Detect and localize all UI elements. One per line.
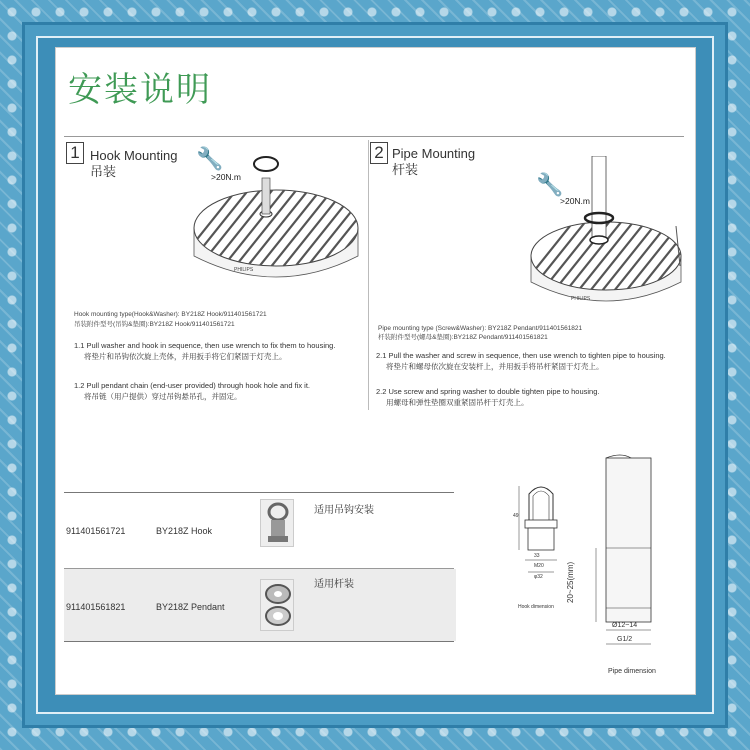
pipe-dim-length: 20~25(mm) — [566, 561, 575, 603]
pipe-dimension-label: Pipe dimension — [608, 668, 656, 675]
part-usage: 适用杆装 — [314, 579, 354, 590]
wrench-icon: 🔧 — [536, 172, 564, 197]
pipe-dim-thread: G1/2 — [617, 636, 633, 643]
hook-dim-width: 33 — [534, 553, 540, 559]
section-2-type-en: Pipe mounting type (Screw&Washer): BY218Z Pendant/911401561821 — [378, 325, 583, 332]
section-1-brand: PHILIPS — [234, 267, 254, 273]
section-1-step-2 — [74, 380, 310, 402]
section-2-number: 2 — [370, 142, 388, 164]
hook-dim-diameter: φ32 — [534, 574, 543, 580]
section-1-title-en: Hook Mounting — [90, 148, 178, 163]
section-2-title-en: Pipe Mounting — [392, 146, 476, 161]
part-code: 911401561721 — [66, 526, 126, 536]
section-2-torque: >20N.m — [560, 196, 590, 206]
hook-part-thumbnail — [260, 499, 294, 547]
section-1-number: 1 — [66, 142, 84, 164]
part-name: BY218Z Hook — [156, 526, 213, 536]
step-1-2-zh: 将吊链（用户提供）穿过吊钩悬吊孔，并固定。 — [84, 392, 242, 401]
section-1-torque: >20N.m — [211, 172, 241, 182]
page-title: 安装说明 — [68, 70, 212, 110]
step-2-1-en: 2.1 Pull the washer and screw in sequence, then use wrench to tighten pipe to housing. — [376, 351, 666, 360]
section-2-step-1 — [376, 350, 666, 372]
step-1-2-en: 1.2 Pull pendant chain (end-user provided) through hook hole and fix it. — [74, 381, 310, 390]
section-divider — [368, 140, 369, 410]
section-2-title-zh: 杆装 — [392, 162, 419, 177]
part-code: 911401561821 — [66, 602, 126, 612]
hook-dim-thread: M20 — [534, 563, 544, 569]
part-usage: 适用吊钩安装 — [314, 505, 374, 516]
section-2-brand: PHILIPS — [571, 296, 591, 302]
title-divider — [64, 136, 684, 137]
wrench-icon: 🔧 — [196, 146, 224, 171]
step-1-1-zh: 将垫片和吊钩依次旋上壳体，并用扳手将它们紧固于灯壳上。 — [84, 352, 287, 361]
step-2-2-en: 2.2 Use screw and spring washer to double tighten pipe to housing. — [376, 387, 600, 396]
section-2-step-2 — [376, 386, 599, 408]
step-2-1-zh: 将垫片和螺母依次旋在安装杆上，并用扳手将吊杆紧固于灯壳上。 — [386, 362, 604, 371]
pendant-part-thumbnail — [260, 579, 294, 631]
pipe-dim-diameter: Ø12~14 — [612, 622, 638, 629]
step-1-1-en: 1.1 Pull washer and hook in sequence, then use wrench to fix them to housing. — [74, 341, 336, 350]
hook-lamp-illustration — [186, 148, 366, 283]
hook-dimension-label: Hook dimension — [518, 604, 554, 610]
hook-dim-height: 49 — [513, 513, 519, 519]
instruction-sheet — [55, 47, 696, 695]
table-bottom-line — [64, 641, 454, 642]
pipe-lamp-illustration — [526, 156, 696, 311]
table-row — [64, 569, 456, 641]
hook-dimension-drawing — [511, 476, 571, 586]
step-2-2-zh: 用螺母和弹性垫圈双重紧固吊杆于灯壳上。 — [386, 398, 529, 407]
part-name: BY218Z Pendant — [156, 602, 225, 612]
section-1-title-zh: 吊装 — [90, 164, 117, 179]
section-1-step-1 — [74, 340, 335, 362]
table-row — [64, 493, 456, 568]
section-1-type-zh: 吊装附件型号(吊钩&垫圈):BY218Z Hook/911401561721 — [74, 321, 235, 328]
section-1-type-en: Hook mounting type(Hook&Washer): BY218Z Hook/911401561721 — [74, 311, 267, 318]
section-2-type-zh: 杆装附件型号(螺母&垫圈):BY218Z Pendant/911401561821 — [378, 334, 548, 341]
